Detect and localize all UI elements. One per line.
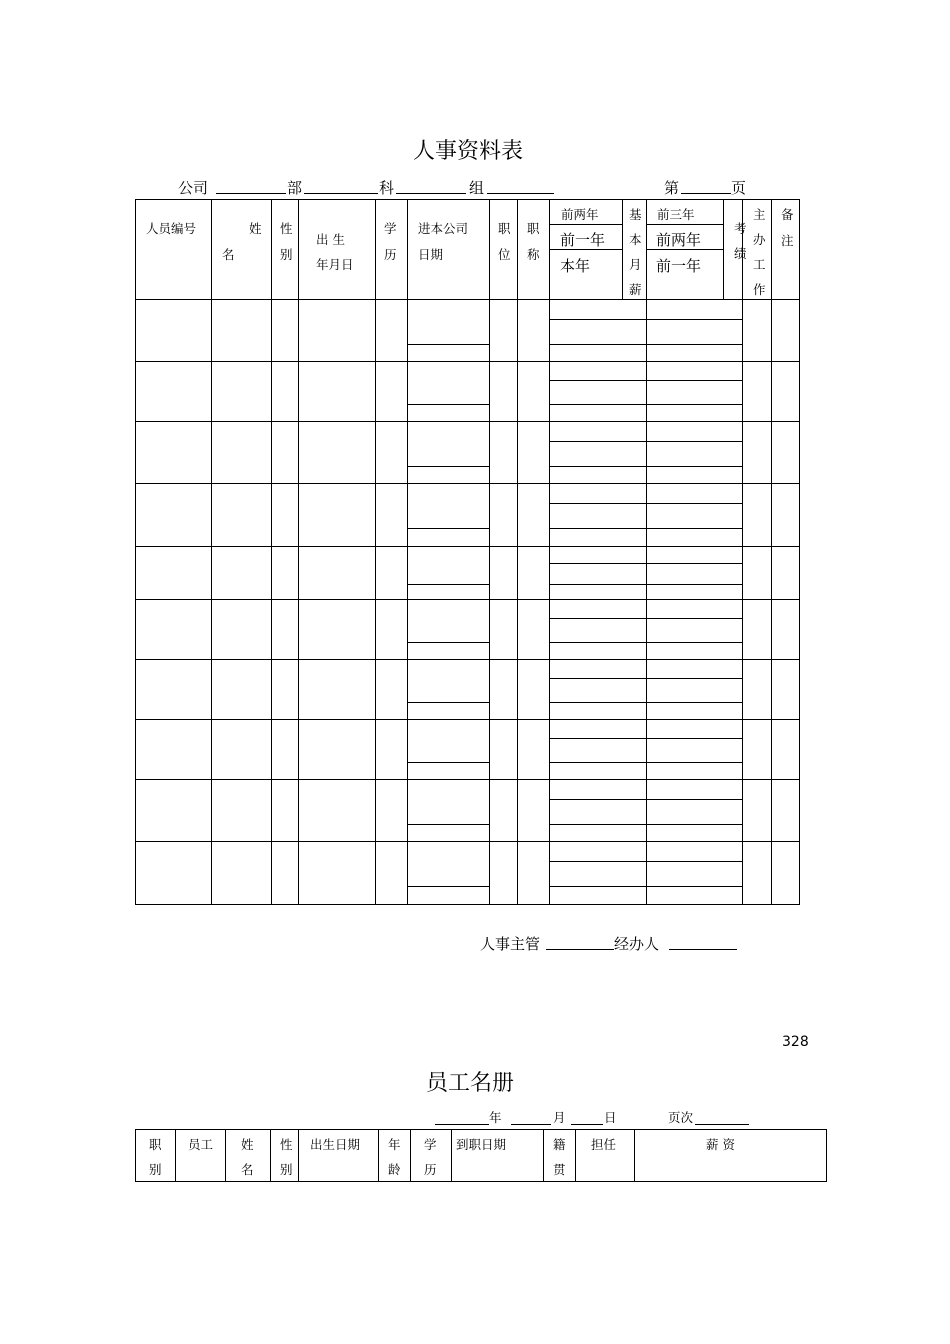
- row-sub-rule: [549, 642, 743, 643]
- header-sub-rule: [646, 224, 724, 225]
- hdr-base-4: 薪: [629, 282, 642, 297]
- table-column-rule: [771, 199, 772, 905]
- group-label: 组: [469, 179, 485, 197]
- row-sub-rule: [549, 584, 743, 585]
- table-column-rule: [407, 199, 408, 905]
- manager-field[interactable]: [546, 949, 614, 950]
- table-column-rule: [135, 199, 136, 905]
- handler-label: 经办人: [614, 935, 660, 953]
- table-row-rule: [135, 546, 800, 547]
- row-sub-rule: [549, 799, 743, 800]
- row-sub-rule: [549, 678, 743, 679]
- hdr-perf-a1: 前两年: [561, 207, 599, 222]
- company-label: 公司: [178, 179, 209, 197]
- r-hdr-name-2: 名: [241, 1162, 254, 1177]
- roster-column-rule: [298, 1129, 299, 1182]
- hdr-sex-2: 别: [280, 247, 293, 262]
- roster-column-rule: [826, 1129, 827, 1182]
- r-hdr-edu-2: 历: [424, 1162, 437, 1177]
- table-column-rule: [375, 199, 376, 905]
- table-column-rule: [489, 199, 490, 905]
- hdr-position-2: 位: [498, 247, 511, 262]
- table-row-rule: [135, 599, 800, 600]
- table-column-rule: [799, 199, 800, 905]
- year-field[interactable]: [435, 1124, 489, 1125]
- row-sub-rule: [407, 466, 490, 467]
- row-sub-rule: [549, 702, 743, 703]
- section-field[interactable]: [396, 193, 466, 194]
- row-sub-rule: [549, 861, 743, 862]
- handler-field[interactable]: [669, 949, 737, 950]
- table-row-rule: [135, 779, 800, 780]
- table-column-rule: [517, 199, 518, 905]
- roster-column-rule: [410, 1129, 411, 1182]
- r-hdr-name-1: 姓: [241, 1137, 254, 1152]
- row-sub-rule: [549, 319, 743, 320]
- hdr-emp-no: 人员编号: [146, 221, 197, 236]
- table-row-rule: [135, 719, 800, 720]
- table-header-rule: [135, 299, 800, 300]
- row-sub-rule: [407, 404, 490, 405]
- row-sub-rule: [407, 344, 490, 345]
- hdr-position-1: 职: [498, 221, 511, 236]
- page-prefix: 第: [664, 179, 680, 197]
- hdr-remark-1: 备: [781, 207, 794, 222]
- r-hdr-native-1: 籍: [553, 1137, 566, 1152]
- page-suffix: 页: [731, 179, 747, 197]
- r-hdr-job-2: 别: [149, 1162, 162, 1177]
- table-top-rule: [135, 199, 800, 200]
- hdr-main-2: 办: [753, 232, 766, 247]
- hdr-main-4: 作: [753, 282, 766, 297]
- year-label: 年: [489, 1110, 502, 1125]
- r-hdr-emp: 员工: [188, 1137, 214, 1152]
- month-label: 月: [553, 1110, 566, 1125]
- r-hdr-native-2: 贯: [553, 1162, 566, 1177]
- page-field[interactable]: [681, 193, 731, 194]
- hdr-main-3: 工: [753, 257, 766, 272]
- roster-column-rule: [270, 1129, 271, 1182]
- manager-label: 人事主管: [480, 935, 541, 953]
- roster-top-rule: [135, 1129, 827, 1130]
- row-sub-rule: [549, 824, 743, 825]
- hdr-join-2: 日期: [418, 247, 444, 262]
- row-sub-rule: [549, 618, 743, 619]
- hdr-base-2: 本: [629, 232, 642, 247]
- r-hdr-duty: 担任: [591, 1137, 617, 1152]
- row-sub-rule: [549, 404, 743, 405]
- hdr-remark-2: 注: [781, 233, 794, 248]
- table-row-rule: [135, 361, 800, 362]
- table-column-rule: [298, 199, 299, 905]
- r-hdr-birth: 出生日期: [310, 1137, 361, 1152]
- hdr-main-1: 主: [753, 207, 766, 222]
- form1-title: 人事资料表: [413, 139, 524, 164]
- page-no-field[interactable]: [695, 1124, 749, 1125]
- row-sub-rule: [407, 584, 490, 585]
- dept-label: 部: [287, 179, 303, 197]
- day-field[interactable]: [571, 1124, 603, 1125]
- row-sub-rule: [549, 528, 743, 529]
- hdr-perf-b2: 前两年: [656, 231, 702, 249]
- month-field[interactable]: [511, 1124, 551, 1125]
- row-sub-rule: [407, 702, 490, 703]
- roster-column-rule: [634, 1129, 635, 1182]
- table-bottom-rule: [135, 904, 800, 905]
- table-row-rule: [135, 483, 800, 484]
- r-hdr-age-1: 年: [388, 1137, 401, 1152]
- hdr-birth-2: 年月日: [316, 257, 354, 272]
- row-sub-rule: [407, 886, 490, 887]
- row-sub-rule: [549, 563, 743, 564]
- day-label: 日: [604, 1110, 617, 1125]
- row-sub-rule: [549, 886, 743, 887]
- table-row-rule: [135, 421, 800, 422]
- hdr-perf-b3: 前一年: [656, 257, 702, 275]
- hdr-ji: 绩: [734, 246, 747, 261]
- page-no-label: 页次: [668, 1110, 694, 1125]
- hdr-title-1: 职: [527, 221, 540, 236]
- roster-column-rule: [225, 1129, 226, 1182]
- page-number: 328: [782, 1034, 809, 1050]
- table-row-rule: [135, 659, 800, 660]
- row-sub-rule: [549, 466, 743, 467]
- company-field[interactable]: [216, 193, 286, 194]
- row-sub-rule: [407, 824, 490, 825]
- header-sub-rule: [549, 224, 623, 225]
- hdr-name-2: 名: [222, 247, 235, 262]
- roster-column-rule: [135, 1129, 136, 1182]
- row-sub-rule: [549, 344, 743, 345]
- hdr-base-3: 月: [629, 257, 642, 272]
- row-sub-rule: [549, 503, 743, 504]
- hdr-sex-1: 性: [280, 221, 293, 236]
- hdr-base-1: 基: [629, 207, 642, 222]
- r-hdr-sex-1: 性: [280, 1137, 293, 1152]
- roster-column-rule: [451, 1129, 452, 1182]
- section-label: 科: [379, 179, 395, 197]
- hdr-perf-a2: 前一年: [560, 231, 606, 249]
- roster-column-rule: [378, 1129, 379, 1182]
- roster-bottom-rule: [135, 1181, 827, 1182]
- roster-column-rule: [543, 1129, 544, 1182]
- row-sub-rule: [549, 738, 743, 739]
- hdr-perf-b1: 前三年: [657, 207, 695, 222]
- hdr-perf-a3: 本年: [560, 257, 591, 275]
- row-sub-rule: [407, 642, 490, 643]
- hdr-name-1: 姓: [249, 221, 262, 236]
- hdr-edu-2: 历: [384, 247, 397, 262]
- table-column-rule: [271, 199, 272, 905]
- roster-column-rule: [175, 1129, 176, 1182]
- hdr-join-1: 进本公司: [418, 221, 469, 236]
- group-field[interactable]: [487, 193, 554, 194]
- hdr-birth-1: 出 生: [316, 232, 345, 247]
- hdr-kao: 考: [734, 221, 747, 236]
- r-hdr-sex-2: 别: [280, 1162, 293, 1177]
- r-hdr-job-1: 职: [149, 1137, 162, 1152]
- table-column-rule: [211, 199, 212, 905]
- hdr-title-2: 称: [527, 247, 540, 262]
- roster-column-rule: [575, 1129, 576, 1182]
- dept-field[interactable]: [304, 193, 378, 194]
- row-sub-rule: [549, 762, 743, 763]
- table-row-rule: [135, 841, 800, 842]
- form2-title: 员工名册: [426, 1071, 515, 1096]
- r-hdr-age-2: 龄: [388, 1162, 401, 1177]
- r-hdr-join: 到职日期: [456, 1137, 507, 1152]
- row-sub-rule: [549, 441, 743, 442]
- row-sub-rule: [407, 762, 490, 763]
- r-hdr-salary: 薪 资: [706, 1137, 735, 1152]
- row-sub-rule: [407, 528, 490, 529]
- row-sub-rule: [549, 380, 743, 381]
- r-hdr-edu-1: 学: [424, 1137, 437, 1152]
- hdr-edu-1: 学: [384, 221, 397, 236]
